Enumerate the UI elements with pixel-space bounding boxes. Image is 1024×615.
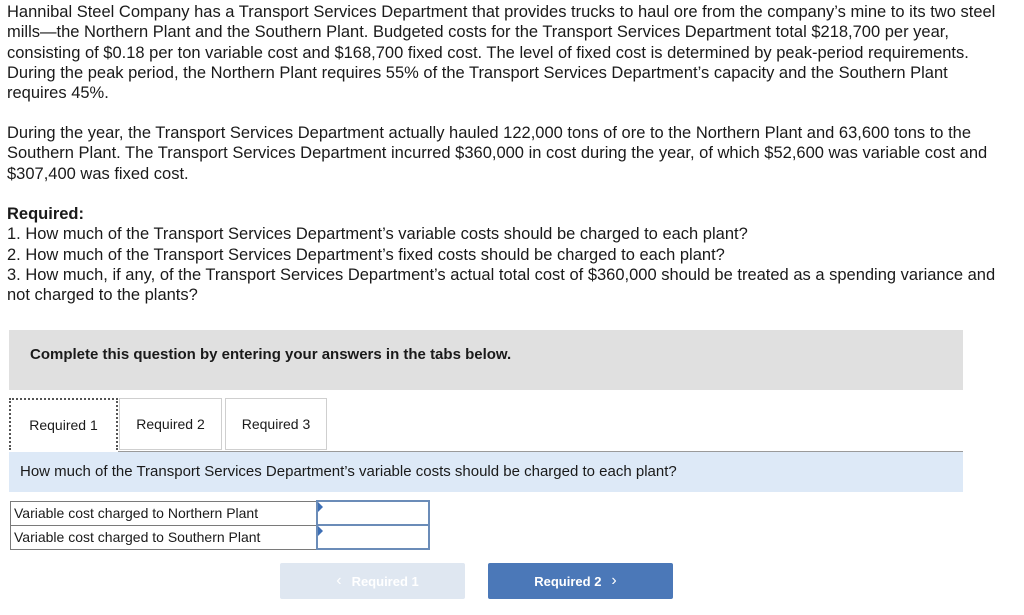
chevron-left-icon: ‹	[336, 572, 342, 589]
required-heading: Required:	[7, 205, 85, 223]
row-label-southern: Variable cost charged to Southern Plant	[11, 525, 317, 549]
input-flag-icon	[318, 526, 323, 536]
required-section	[7, 204, 1007, 305]
required-item-1: 1. How much of the Transport Services Department’s variable costs should be charged to each plant?	[7, 225, 748, 244]
input-flag-icon	[318, 502, 323, 512]
question-bar	[9, 452, 963, 492]
northern-input-cell	[317, 501, 429, 525]
chevron-right-icon: ›	[611, 572, 617, 589]
next-button[interactable]	[488, 563, 673, 599]
table-row	[11, 525, 429, 549]
prev-button-label: Required 1	[351, 573, 419, 589]
required-item-2: 2. How much of the Transport Services Department’s fixed costs should be charged to each plant?	[7, 245, 725, 264]
required-item-3: 3. How much, if any, of the Transport Services Department’s actual total cost of $360,000 should be treated as a spending variance and not charged to the plants?	[7, 265, 996, 305]
prev-button[interactable]	[280, 563, 465, 599]
problem-paragraph-2: During the year, the Transport Services Department actually hauled 122,000 tons of ore to the Northern Plant and 63,600 tons to the Southern Plant. The Transport Services Department incurred $360,000 in cost during the year, of which $52,600 was variable cost and $307,400 was fixed cost.	[7, 124, 988, 183]
tab-bar	[9, 398, 963, 452]
problem-statement	[7, 2, 1007, 103]
problem-paragraph-1: Hannibal Steel Company has a Transport Services Department that provides trucks to haul ore from the company’s mine to its two steel mills—the Northern Plant and the Southern Plant. Budgeted costs for the Transport Services Department total $218,700 per year, consisting of $0.18 per ton variable cost and $168,700 fixed cost. The level of fixed cost is determined by peak-period requirements. During the peak period, the Northern Plant requires 55% of the Transport Services Department’s capacity and the Southern Plant requires 45%.	[7, 3, 996, 103]
table-row	[11, 501, 429, 525]
northern-variable-cost-input[interactable]	[318, 502, 428, 524]
row-label-northern: Variable cost charged to Northern Plant	[11, 501, 317, 525]
tab-required-1[interactable]: Required 1	[9, 398, 118, 450]
answer-table	[10, 500, 430, 550]
next-button-label: Required 2	[534, 573, 602, 589]
southern-input-cell	[317, 525, 429, 549]
instructions-banner	[9, 330, 963, 390]
tab-required-2[interactable]: Required 2	[119, 398, 222, 450]
tab-required-3[interactable]: Required 3	[225, 398, 327, 450]
question-text: How much of the Transport Services Department’s variable costs should be charged to each plant?	[20, 463, 677, 480]
instructions-text: Complete this question by entering your answers in the tabs below.	[30, 346, 512, 363]
southern-variable-cost-input[interactable]	[318, 526, 428, 548]
